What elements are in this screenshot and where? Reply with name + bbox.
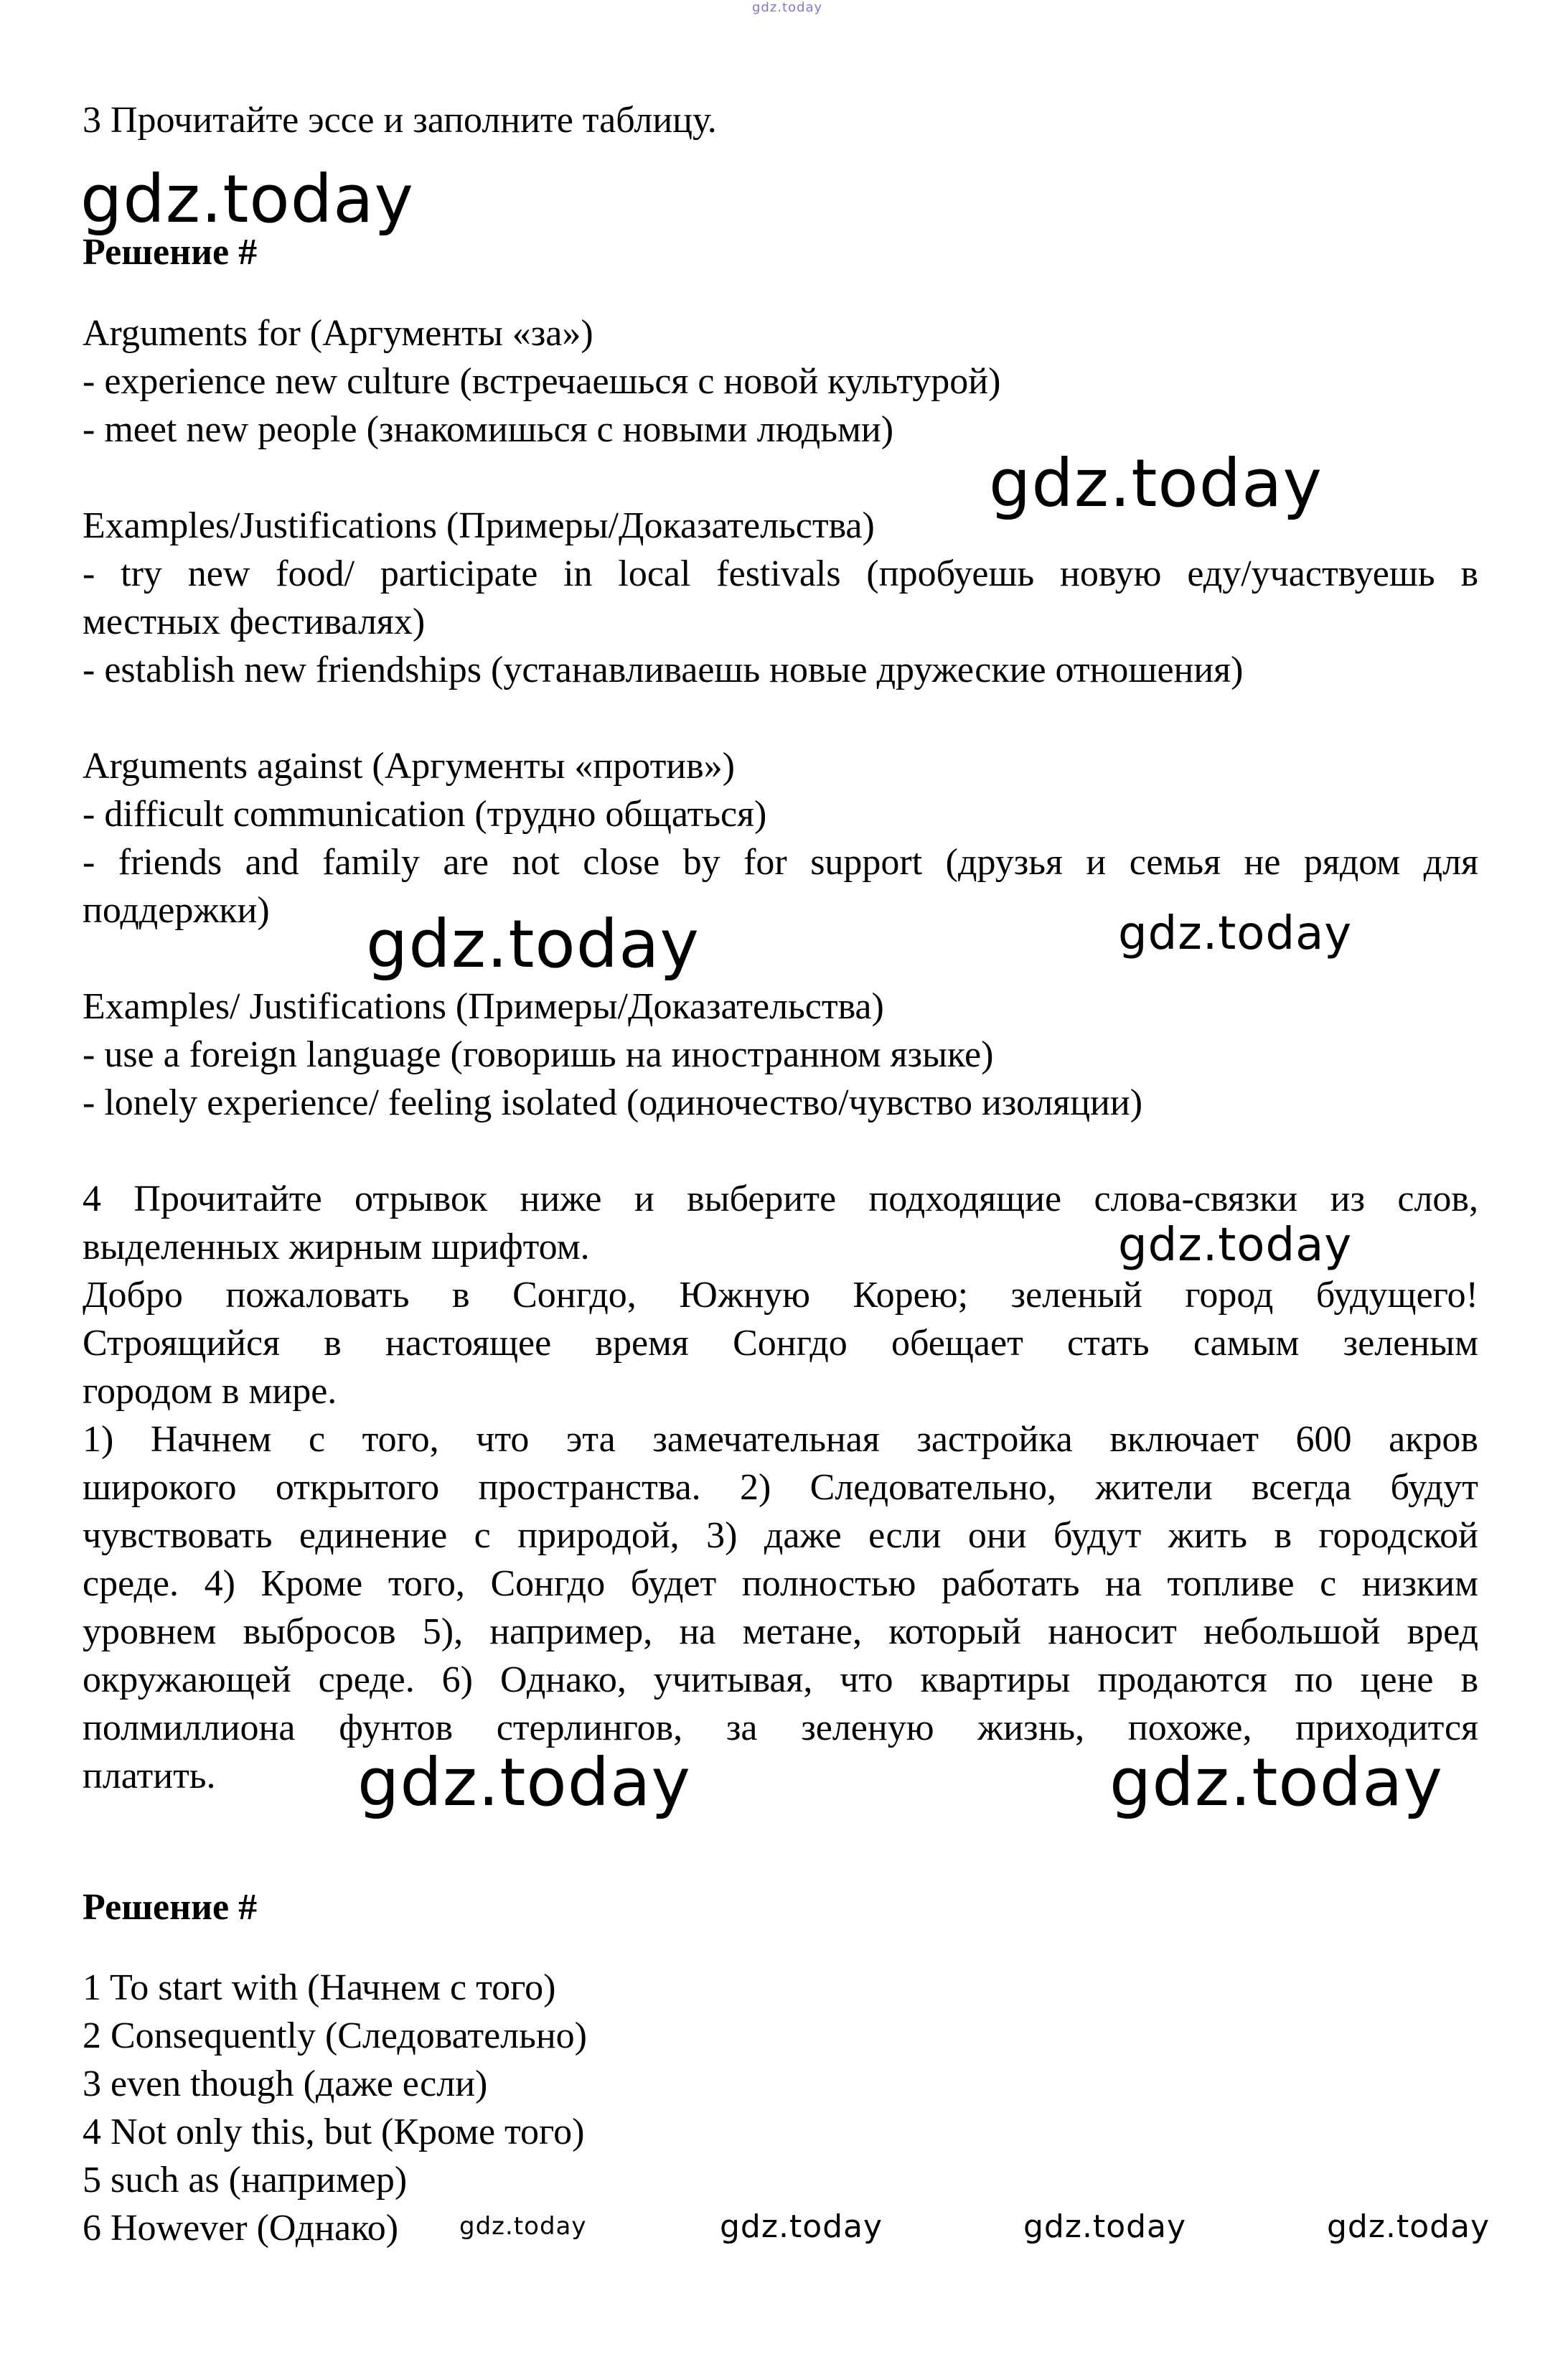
arguments-for-heading: Arguments for (Аргументы «за») xyxy=(83,313,593,354)
watermark: gdz.today xyxy=(459,2212,587,2241)
watermark: gdz.today xyxy=(357,1744,691,1821)
list-item-continued: местных фестивалях) xyxy=(83,601,426,642)
answer-item: 4 Not only this, but (Кроме того) xyxy=(83,2112,585,2152)
answer-item: 1 To start with (Начнем с того) xyxy=(83,1967,556,2008)
watermark: gdz.today xyxy=(1109,1744,1443,1821)
passage-line: полмиллиона фунтов стерлингов, за зеленую жизнь, похоже, приходится xyxy=(83,1707,1478,1748)
examples1-heading: Examples/Justifications (Примеры/Доказательства) xyxy=(83,505,875,546)
watermark: gdz.today xyxy=(80,161,414,238)
watermark: gdz.today xyxy=(1023,2208,1187,2245)
passage-line: среде. 4) Кроме того, Сонгдо будет полностью работать на топливе с низким xyxy=(83,1563,1478,1604)
task4-solution-label: Решение # xyxy=(83,1887,258,1928)
task4-title: 4 Прочитайте отрывок ниже и выберите подходящие слова-связки из слов, xyxy=(83,1178,1478,1219)
answer-item: 3 even though (даже если) xyxy=(83,2063,488,2104)
passage-line: окружающей среде. 6) Однако, учитывая, что квартиры продаются по цене в xyxy=(83,1659,1478,1700)
watermark: gdz.today xyxy=(366,906,700,983)
passage-line: Строящийся в настоящее время Сонгдо обещает стать самым зеленым xyxy=(83,1323,1478,1364)
arguments-against-heading: Arguments against (Аргументы «против») xyxy=(83,746,735,787)
passage-line: широкого открытого пространства. 2) Следовательно, жители всегда будут xyxy=(83,1467,1478,1508)
list-item: - use a foreign language (говоришь на иностранном языке) xyxy=(83,1034,994,1075)
watermark: gdz.today xyxy=(720,2208,883,2245)
task3-title: 3 Прочитайте эссе и заполните таблицу. xyxy=(83,100,717,141)
answer-item: 6 However (Однако) xyxy=(83,2208,399,2249)
list-item: - meet new people (знакомишься с новыми людьми) xyxy=(83,409,894,450)
list-item-continued: поддержки) xyxy=(83,890,270,931)
passage-line: уровнем выбросов 5), например, на метане, который наносит небольшой вред xyxy=(83,1611,1478,1652)
task3-solution-label: Решение # xyxy=(83,232,258,273)
list-item: - friends and family are not close by for support (друзья и семья не рядом для xyxy=(83,842,1478,883)
task4-title-continued: выделенных жирным шрифтом. xyxy=(83,1227,590,1267)
watermark: gdz.today xyxy=(1118,907,1353,960)
watermark-top: gdz.today xyxy=(752,0,823,15)
examples2-heading: Examples/ Justifications (Примеры/Доказательства) xyxy=(83,986,884,1027)
passage-line: 1) Начнем с того, что эта замечательная застройка включает 600 акров xyxy=(83,1419,1478,1460)
watermark: gdz.today xyxy=(1118,1219,1353,1272)
answer-item: 2 Consequently (Следовательно) xyxy=(83,2015,587,2056)
passage-line: чувствовать единение с природой, 3) даже если они будут жить в городской xyxy=(83,1515,1478,1556)
answer-item: 5 such as (например) xyxy=(83,2160,408,2201)
passage-line: городом в мире. xyxy=(83,1371,337,1412)
passage-line: Добро пожаловать в Сонгдо, Южную Корею; зеленый город будущего! xyxy=(83,1275,1478,1316)
passage-line: платить. xyxy=(83,1756,216,1796)
watermark: gdz.today xyxy=(1327,2208,1490,2245)
list-item: - try new food/ participate in local festivals (пробуешь новую еду/участвуешь в xyxy=(83,553,1478,594)
list-item: - establish new friendships (устанавливаешь новые дружеские отношения) xyxy=(83,650,1244,690)
list-item: - difficult communication (трудно общаться) xyxy=(83,794,767,835)
list-item: - experience new culture (встречаешься с новой культурой) xyxy=(83,361,1001,402)
watermark: gdz.today xyxy=(989,445,1323,522)
list-item: - lonely experience/ feeling isolated (одиночество/чувство изоляции) xyxy=(83,1082,1143,1123)
